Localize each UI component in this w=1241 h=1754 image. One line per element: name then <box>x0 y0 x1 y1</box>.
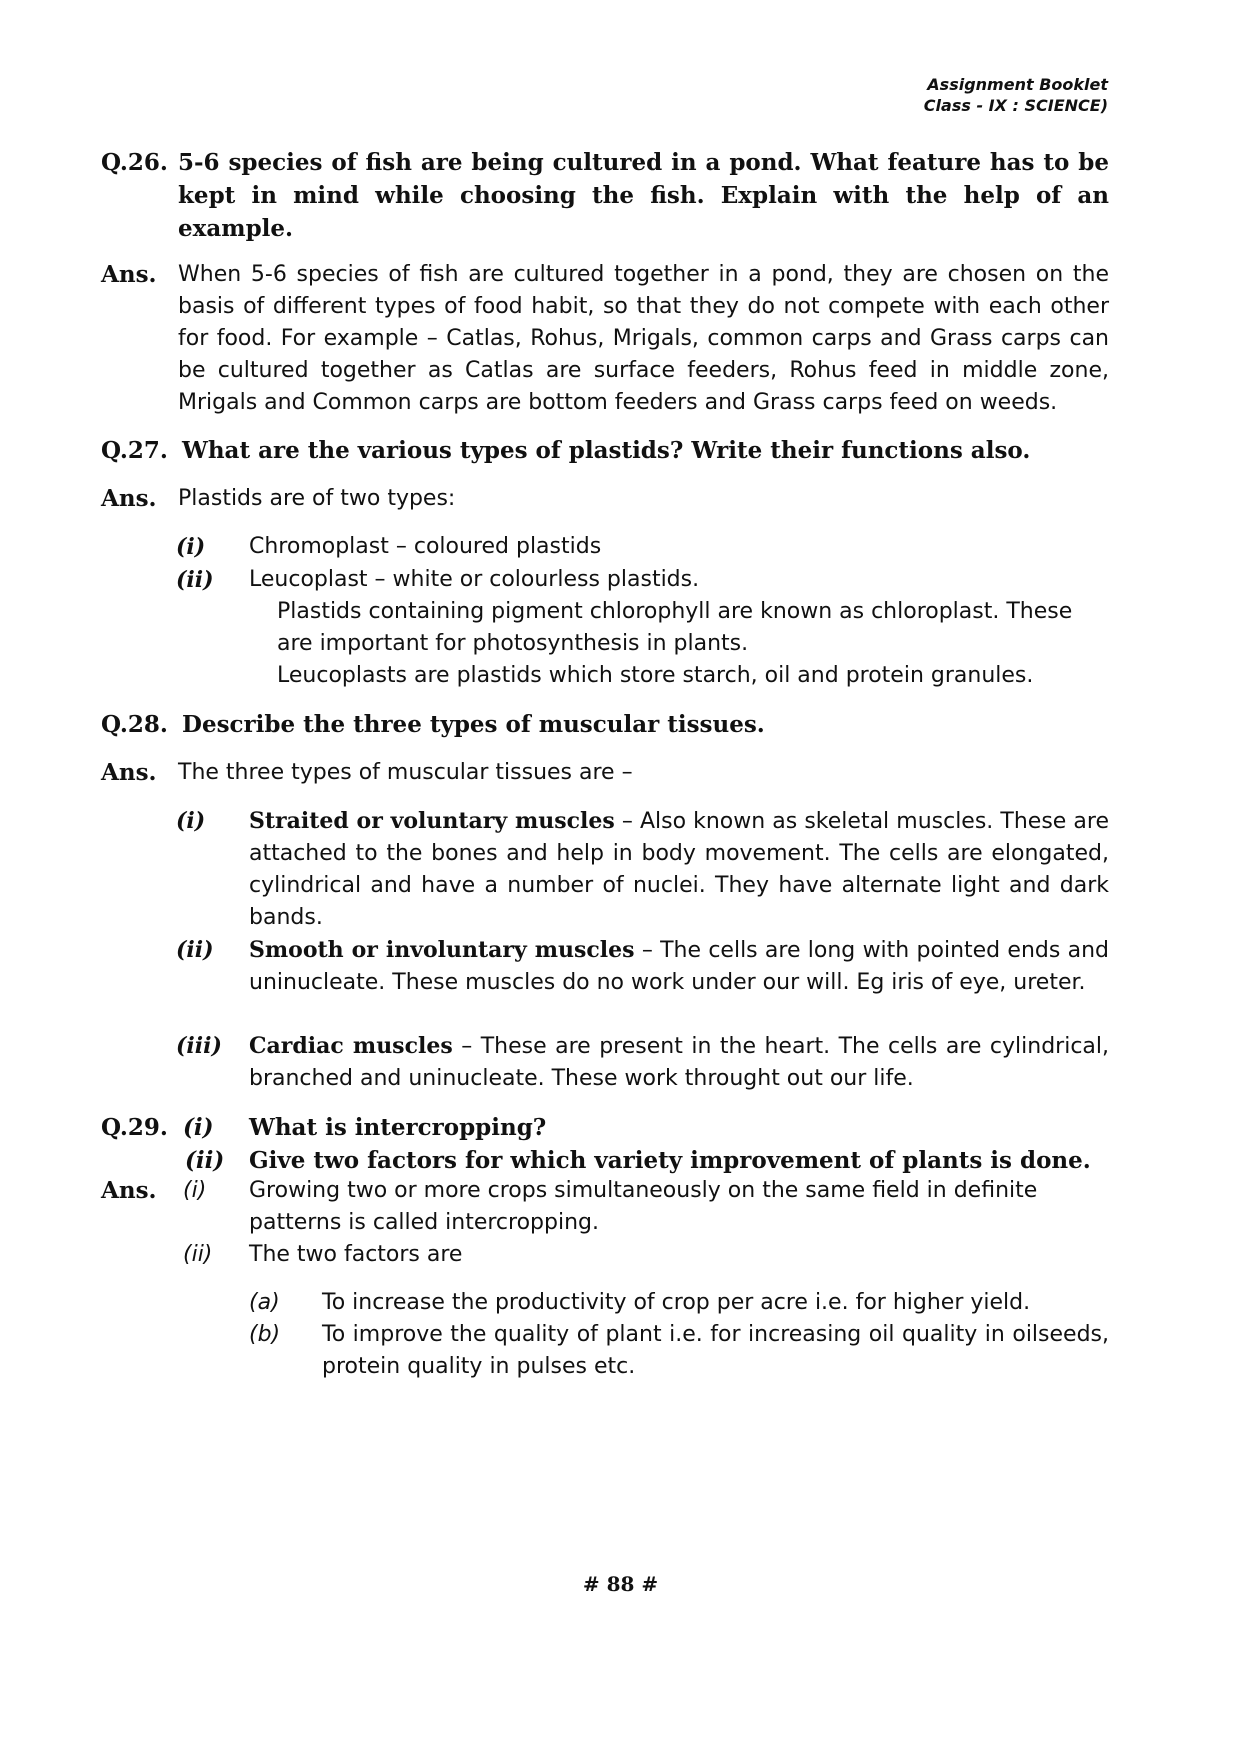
question-number: Q.27. <box>101 437 168 464</box>
item-text: – Also known as skeletal muscles. These are attached to the bones and help in body movement. The cells are elongated, cylindrical and have a number of nuclei. They have alternate light and dark bands. <box>249 809 1109 930</box>
answer-part-number: (ii) <box>183 1242 213 1267</box>
item-term: Smooth or involuntary muscles <box>249 937 635 963</box>
item-number: (ii) <box>176 567 214 593</box>
item-text: – These are present in the heart. The cells are cylindrical, branched and uninucleate. These work throught out our life. <box>249 1034 1110 1091</box>
item-letter: (b) <box>249 1322 281 1347</box>
sub-question-text: Give two factors for which variety improvement of plants is done. <box>249 1147 1091 1174</box>
answer-part-number: (i) <box>183 1178 207 1203</box>
item-number: (i) <box>176 808 206 834</box>
answer-text: Plastids are of two types: <box>178 486 456 511</box>
item-text: Leucoplast – white or colourless plastids. <box>249 567 700 592</box>
item-text: Chromoplast – coloured plastids <box>249 534 602 559</box>
question-number: Q.29. <box>101 1114 168 1141</box>
answer-text: The three types of muscular tissues are – <box>178 760 633 785</box>
answer-label: Ans. <box>101 759 157 786</box>
item-text: – The cells are long with pointed ends and uninucleate. These muscles do no work under our will. Eg iris of eye, ureter. <box>249 938 1110 995</box>
answer-label: Ans. <box>101 485 157 512</box>
question-text: 5-6 species of fish are being cultured in a pond. What feature has to be kept in mind while choosing the fish. Explain with the help of an example. <box>178 149 1109 242</box>
answer-part-text: The two factors are <box>249 1242 463 1267</box>
leucoplast-note: Leucoplasts are plastids which store starch, oil and protein granules. <box>277 663 1034 688</box>
question-number: Q.26. <box>101 149 168 176</box>
answer-label: Ans. <box>101 1177 157 1204</box>
item-term: Straited or voluntary muscles <box>249 808 615 834</box>
answer-text: When 5-6 species of fish are cultured together in a pond, they are chosen on the basis of different types of food habit, so that they do not compete with each other for food. For example – Catlas, Rohus, Mrigals, common carps and Grass carps can be cultured together as Catlas are surface feeders, Rohus feed in middle zone, Mrigals and Common carps are bottom feeders and Grass carps feed on weeds. <box>178 262 1109 415</box>
sub-question-text: What is intercropping? <box>249 1114 547 1141</box>
item-number: (iii) <box>176 1033 222 1059</box>
item-text: To improve the quality of plant i.e. for increasing oil quality in oilseeds, protein quality in pulses etc. <box>322 1322 1109 1379</box>
header-booklet-title: Assignment Booklet <box>927 75 1108 94</box>
chloroplast-note: Plastids containing pigment chlorophyll are known as chloroplast. These are important for photosynthesis in plants. <box>277 599 1073 656</box>
answer-part-text: Growing two or more crops simultaneously on the same field in definite patterns is called intercropping. <box>249 1178 1038 1235</box>
sub-question-number: (ii) <box>185 1147 225 1174</box>
answer-label: Ans. <box>101 261 157 288</box>
item-term: Cardiac muscles <box>249 1033 453 1059</box>
item-number: (ii) <box>176 937 214 963</box>
question-text: What are the various types of plastids? Write their functions also. <box>182 437 1031 464</box>
sub-question-number: (i) <box>183 1114 214 1141</box>
page-header <box>924 74 1108 116</box>
page-number: # 88 # <box>582 1572 659 1596</box>
header-class-subject: Class - IX : SCIENCE) <box>923 96 1108 115</box>
question-text: Describe the three types of muscular tissues. <box>182 711 765 738</box>
question-number: Q.28. <box>101 711 168 738</box>
item-text: To increase the productivity of crop per acre i.e. for higher yield. <box>322 1290 1031 1315</box>
item-letter: (a) <box>249 1290 280 1315</box>
item-number: (i) <box>176 534 206 560</box>
